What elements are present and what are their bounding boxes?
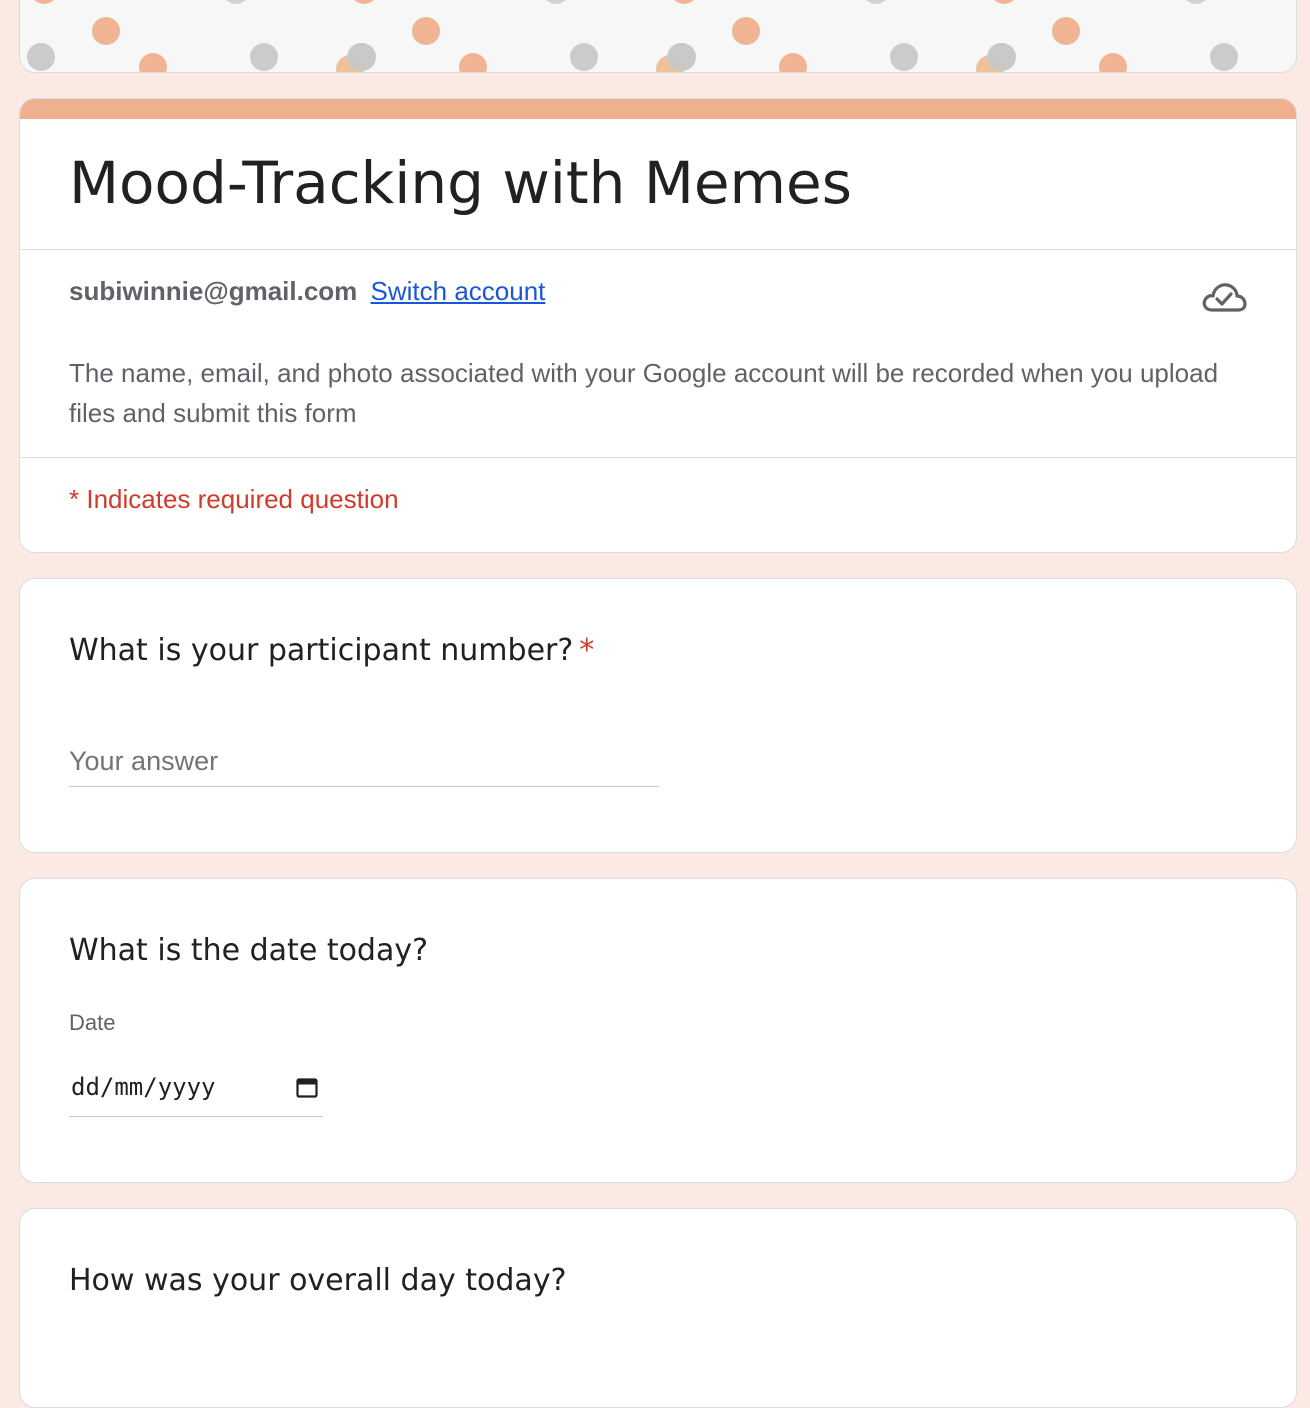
form-title-card [19,98,1297,553]
banner-dot [350,0,378,4]
polka-dot-pattern [20,0,1297,73]
banner-dot [459,53,487,73]
banner-dot [667,43,695,71]
question-title: What is the date today? [69,933,429,968]
required-asterisk: * [579,633,595,668]
account-row [69,276,545,307]
banner-dot [222,0,250,4]
account-notice: The name, email, and photo associated with your Google account will be recorded when you upload files and submit this form [69,358,1219,428]
account-email: subiwinnie@gmail.com [69,276,358,306]
date-value: dd/mm/yyyy [71,1073,216,1101]
banner-dot [347,43,375,71]
banner-dot [1052,17,1080,45]
header-banner [19,0,1297,73]
participant-number-input[interactable] [69,737,659,787]
banner-dot [1296,55,1297,73]
banner-dot [987,43,1015,71]
banner-dot [990,0,1018,4]
banner-dot [890,43,918,71]
banner-dot [862,0,890,4]
calendar-icon[interactable] [295,1076,319,1100]
question-title: How was your overall day today? [69,1263,567,1298]
divider [20,249,1296,250]
question-card-overall-day [19,1208,1297,1408]
banner-dot [670,0,698,4]
date-input[interactable] [69,1065,323,1117]
banner-dot [30,0,58,4]
banner-dot [779,53,807,73]
banner-dot [1210,43,1238,71]
banner-dot [250,43,278,71]
banner-dot [542,0,570,4]
required-note: * Indicates required question [69,484,399,514]
accent-bar [20,99,1296,119]
banner-dot [732,17,760,45]
question-card-date [19,878,1297,1183]
banner-dot [570,43,598,71]
banner-dot [1182,0,1210,4]
form-title: Mood-Tracking with Memes [69,149,852,217]
question-text: What is your participant number? [69,633,574,668]
divider [20,457,1296,458]
banner-dot [1099,53,1127,73]
banner-dot [92,17,120,45]
cloud-check-icon[interactable] [1200,279,1248,315]
date-label: Date [69,1010,116,1035]
banner-dot [412,17,440,45]
banner-dot [139,53,167,73]
question-card-participant-number [19,578,1297,853]
switch-account-link[interactable]: Switch account [370,276,546,306]
banner-dot [27,43,55,71]
question-title [69,633,594,668]
